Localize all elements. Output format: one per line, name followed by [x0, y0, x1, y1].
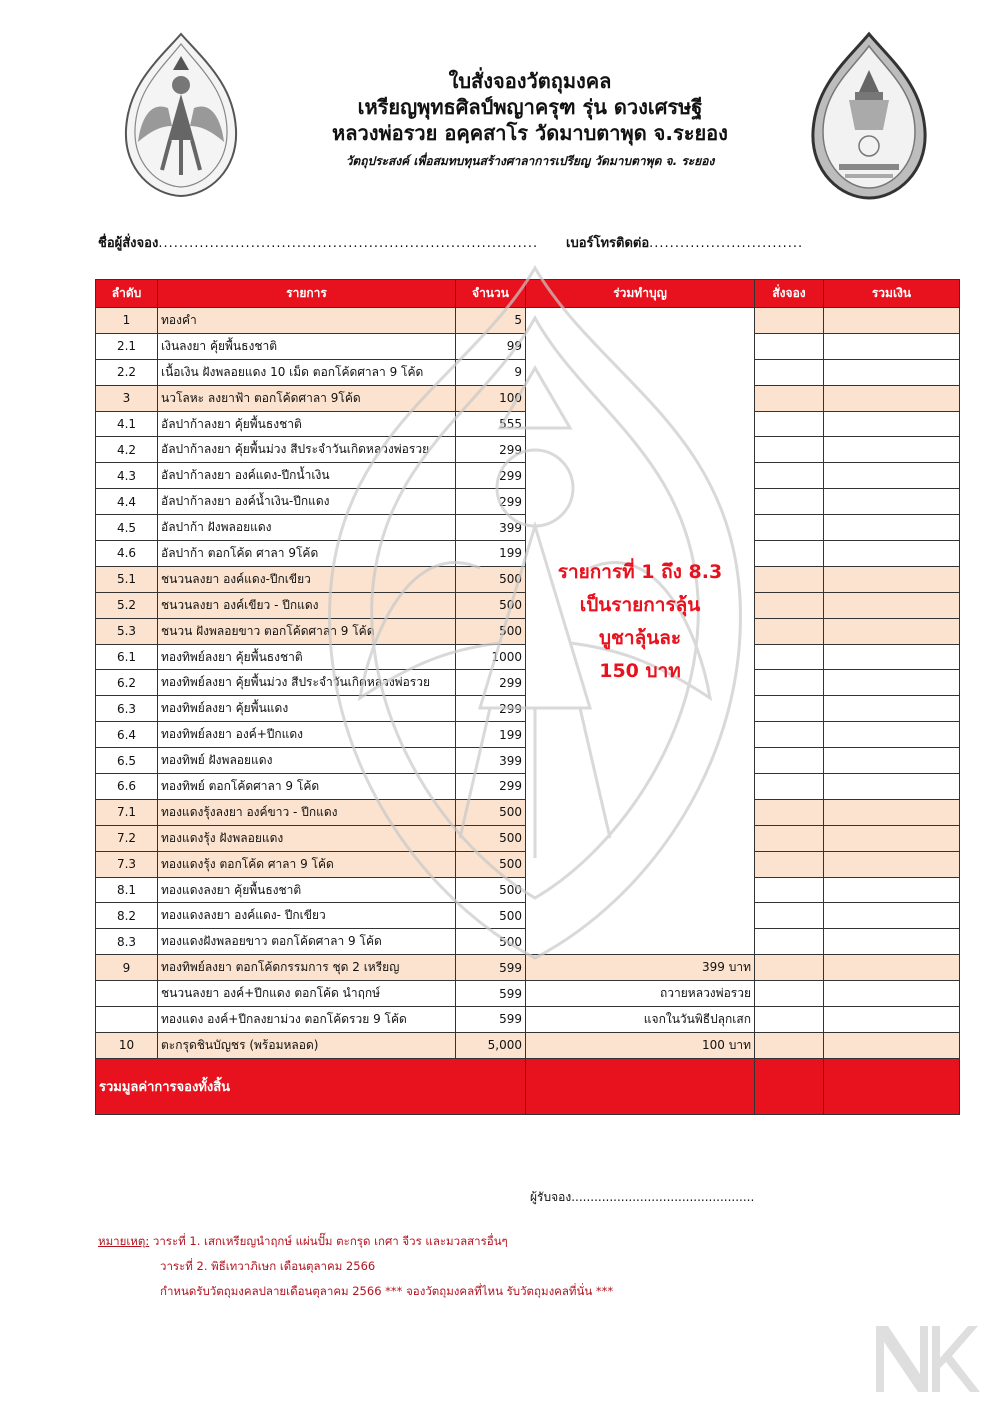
row-no: 5.2 — [96, 592, 158, 618]
row-item: ชนวนลงยา องค์แดง-ปีกเขียว — [158, 566, 456, 592]
row-item: ทองแดงลงยา คุ้ยพื้นธงชาติ — [158, 877, 456, 903]
receiver-dots: ................................................ — [571, 1190, 755, 1204]
row-total-input[interactable] — [824, 903, 960, 929]
promo-line-4: 150 บาท — [599, 660, 681, 682]
row-order-input[interactable] — [755, 333, 824, 359]
row-merit: 399 บาท — [526, 955, 755, 981]
row-order-input[interactable] — [755, 359, 824, 385]
row-order-input[interactable] — [755, 566, 824, 592]
row-no: 8.2 — [96, 903, 158, 929]
row-total-input[interactable] — [824, 877, 960, 903]
row-no: 4.3 — [96, 463, 158, 489]
row-no — [96, 981, 158, 1007]
row-total-input[interactable] — [824, 463, 960, 489]
row-no: 5.1 — [96, 566, 158, 592]
row-total-input[interactable] — [824, 722, 960, 748]
temple-title: หลวงพ่อรวย อคฺคสาโร วัดมาบตาพุด จ.ระยอง — [332, 121, 728, 145]
row-qty: 599 — [456, 1007, 526, 1033]
phone-label: เบอร์โทรติดต่อ — [566, 236, 650, 251]
promo-box — [526, 556, 754, 688]
row-order-input[interactable] — [755, 489, 824, 515]
row-total-input[interactable] — [824, 592, 960, 618]
row-order-input[interactable] — [755, 670, 824, 696]
garuda-emblem-icon — [118, 30, 244, 200]
row-item: อัลปาก้า ตอกโค้ด ศาลา 9โค้ด — [158, 541, 456, 567]
row-qty: 9 — [456, 359, 526, 385]
document-header — [270, 68, 790, 171]
total-merit-cell — [526, 1058, 755, 1114]
row-qty: 399 — [456, 748, 526, 774]
row-total-input[interactable] — [824, 541, 960, 567]
row-total-input[interactable] — [824, 929, 960, 955]
row-item: ทองแดงรุ้ง ฝังพลอยแดง — [158, 825, 456, 851]
row-no: 4.5 — [96, 515, 158, 541]
header-order: สั่งจอง — [755, 280, 824, 308]
row-qty: 500 — [456, 929, 526, 955]
row-total-input[interactable] — [824, 799, 960, 825]
row-qty: 99 — [456, 333, 526, 359]
row-item: อัลปาก้าลงยา องค์น้ำเงิน-ปีกแดง — [158, 489, 456, 515]
row-order-input[interactable] — [755, 644, 824, 670]
row-item: ทองทิพย์ลงยา คุ้ยพื้นม่วง สีประจำวันเกิดหลวงพ่อรวย — [158, 670, 456, 696]
row-qty: 500 — [456, 851, 526, 877]
row-no: 7.1 — [96, 799, 158, 825]
row-no: 5.3 — [96, 618, 158, 644]
purpose-subtitle: วัตถุประสงค์ เพื่อสมทบทุนสร้างศาลาการเปรียญ วัดมาบตาพุด จ. ระยอง — [345, 154, 715, 168]
form-title: ใบสั่งจองวัตถุมงคล — [448, 69, 612, 93]
row-total-input[interactable] — [824, 566, 960, 592]
row-total-input[interactable] — [824, 825, 960, 851]
row-item: ทองแดงฝังพลอยขาว ตอกโค้ดศาลา 9 โค้ด — [158, 929, 456, 955]
header-no: ลำดับ — [96, 280, 158, 308]
row-qty: 199 — [456, 722, 526, 748]
row-no: 7.2 — [96, 825, 158, 851]
row-qty: 299 — [456, 463, 526, 489]
row-order-input[interactable] — [755, 774, 824, 800]
total-row — [96, 1058, 960, 1114]
orderer-name-dots: .......................................................................... — [158, 236, 539, 251]
row-total-input[interactable] — [824, 515, 960, 541]
row-qty: 500 — [456, 566, 526, 592]
row-total-input[interactable] — [824, 981, 960, 1007]
row-qty: 500 — [456, 618, 526, 644]
row-item: เนื้อเงิน ฝังพลอยแดง 10 เม็ด ตอกโค้ดศาลา 9 โค้ด — [158, 359, 456, 385]
nk-logo-icon — [868, 1318, 988, 1400]
row-order-input[interactable] — [755, 411, 824, 437]
row-order-input[interactable] — [755, 877, 824, 903]
row-merit: 100 บาท — [526, 1032, 755, 1058]
orderer-name-label: ชื่อผู้สั่งจอง — [98, 236, 159, 251]
receiver-field[interactable] — [530, 1188, 754, 1207]
row-no: 6.4 — [96, 722, 158, 748]
row-no: 8.3 — [96, 929, 158, 955]
row-no: 4.1 — [96, 411, 158, 437]
row-order-input[interactable] — [755, 463, 824, 489]
row-qty: 500 — [456, 877, 526, 903]
row-no: 8.1 — [96, 877, 158, 903]
promo-line-2: เป็นรายการลุ้น — [579, 594, 701, 616]
row-total-input[interactable] — [824, 670, 960, 696]
row-total-input[interactable] — [824, 851, 960, 877]
row-item: ทองทิพย์ลงยา คุ้ยพื้นธงชาติ — [158, 644, 456, 670]
total-label: รวมมูลค่าการจองทั้งสิ้น — [96, 1058, 526, 1114]
phone-field[interactable] — [566, 232, 803, 253]
row-order-input[interactable] — [755, 825, 824, 851]
row-total-input[interactable] — [824, 696, 960, 722]
row-qty: 299 — [456, 774, 526, 800]
row-item: อัลปาก้าลงยา คุ้ยพื้นม่วง สีประจำวันเกิดหลวงพ่อรวย — [158, 437, 456, 463]
total-order-cell — [755, 1058, 824, 1114]
row-item: เงินลงยา คุ้ยพื้นธงชาติ — [158, 333, 456, 359]
row-no: 4.6 — [96, 541, 158, 567]
row-qty: 5 — [456, 308, 526, 334]
row-total-input[interactable] — [824, 308, 960, 334]
row-item: ชนวน ฝังพลอยขาว ตอกโค้ดศาลา 9 โค้ด — [158, 618, 456, 644]
row-qty: 500 — [456, 825, 526, 851]
header-merit: ร่วมทำบุญ — [526, 280, 755, 308]
row-total-input[interactable] — [824, 437, 960, 463]
row-qty: 555 — [456, 411, 526, 437]
row-qty: 500 — [456, 799, 526, 825]
row-qty: 399 — [456, 515, 526, 541]
row-no: 2.1 — [96, 333, 158, 359]
row-no: 6.1 — [96, 644, 158, 670]
row-order-input[interactable] — [755, 541, 824, 567]
row-qty: 500 — [456, 903, 526, 929]
row-item: อัลปาก้า ฝังพลอยแดง — [158, 515, 456, 541]
row-item: ทองแดงรุ้ง ตอกโค้ด ศาลา 9 โค้ด — [158, 851, 456, 877]
row-qty: 599 — [456, 955, 526, 981]
row-no: 10 — [96, 1032, 158, 1058]
row-total-input[interactable] — [824, 1032, 960, 1058]
row-order-input[interactable] — [755, 437, 824, 463]
row-order-input[interactable] — [755, 1007, 824, 1033]
promo-line-3: บูชาลุ้นละ — [598, 627, 682, 649]
notes-lead: หมายเหตุ: — [98, 1234, 150, 1248]
row-item: ทองคำ — [158, 308, 456, 334]
row-item: ทองแดง องค์+ปีกลงยาม่วง ตอกโค้ดรวย 9 โค้ด — [158, 1007, 456, 1033]
row-order-input[interactable] — [755, 851, 824, 877]
row-item: ทองทิพย์ลงยา คุ้ยพื้นแดง — [158, 696, 456, 722]
header-total: รวมเงิน — [824, 280, 960, 308]
row-order-input[interactable] — [755, 696, 824, 722]
row-item: อัลปาก้าลงยา องค์แดง-ปีกน้ำเงิน — [158, 463, 456, 489]
total-sum-cell[interactable] — [824, 1058, 960, 1114]
row-total-input[interactable] — [824, 385, 960, 411]
order-table — [95, 279, 960, 1115]
header-item: รายการ — [158, 280, 456, 308]
notes-section — [98, 1229, 613, 1304]
promo-line-1: รายการที่ 1 ถึง 8.3 — [557, 561, 723, 583]
phone-dots: .............................. — [649, 236, 804, 251]
row-qty: 599 — [456, 981, 526, 1007]
row-qty: 299 — [456, 437, 526, 463]
row-no: 3 — [96, 385, 158, 411]
row-qty: 199 — [456, 541, 526, 567]
row-no: 7.3 — [96, 851, 158, 877]
row-no: 6.2 — [96, 670, 158, 696]
table-row — [96, 981, 960, 1007]
row-qty: 299 — [456, 489, 526, 515]
row-item: ทองทิพย์ ฝังพลอยแดง — [158, 748, 456, 774]
row-total-input[interactable] — [824, 618, 960, 644]
row-total-input[interactable] — [824, 748, 960, 774]
row-order-input[interactable] — [755, 385, 824, 411]
row-no: 4.4 — [96, 489, 158, 515]
table-row — [96, 1007, 960, 1033]
row-total-input[interactable] — [824, 774, 960, 800]
medal-title: เหรียญพุทธศิลป์พญาครุฑ รุ่น ดวงเศรษฐี — [357, 95, 703, 119]
row-order-input[interactable] — [755, 1032, 824, 1058]
orderer-name-field[interactable] — [98, 232, 538, 253]
row-no: 4.2 — [96, 437, 158, 463]
row-order-input[interactable] — [755, 981, 824, 1007]
row-no: 1 — [96, 308, 158, 334]
row-no — [96, 1007, 158, 1033]
row-item: อัลปาก้าลงยา คุ้ยพื้นธงชาติ — [158, 411, 456, 437]
row-order-input[interactable] — [755, 515, 824, 541]
row-no: 6.3 — [96, 696, 158, 722]
medal-emblem-icon — [805, 30, 933, 202]
table-header-row — [96, 280, 960, 308]
row-qty: 1000 — [456, 644, 526, 670]
row-merit: ถวายหลวงพ่อรวย — [526, 981, 755, 1007]
row-order-input[interactable] — [755, 799, 824, 825]
row-order-input[interactable] — [755, 748, 824, 774]
row-item: ชนวนลงยา องค์เขียว - ปีกแดง — [158, 592, 456, 618]
row-item: ทองแดงลงยา องค์แดง- ปีกเขียว — [158, 903, 456, 929]
note-item-1: วาระที่ 1. เสกเหรียญนำฤกษ์ แผ่นปั๊ม ตะกรุด เกศา จีวร และมวลสารอื่นๆ — [152, 1234, 508, 1248]
row-merit: แจกในวันพิธีปลุกเสก — [526, 1007, 755, 1033]
row-order-input[interactable] — [755, 618, 824, 644]
row-order-input[interactable] — [755, 308, 824, 334]
header-qty: จำนวน — [456, 280, 526, 308]
row-qty: 5,000 — [456, 1032, 526, 1058]
row-qty: 299 — [456, 670, 526, 696]
row-order-input[interactable] — [755, 903, 824, 929]
row-item: ตะกรุดชินบัญชร (พร้อมหลอด) — [158, 1032, 456, 1058]
row-no: 6.5 — [96, 748, 158, 774]
row-item: ทองทิพย์ลงยา ตอกโค้ดกรรมการ ชุด 2 เหรียญ — [158, 955, 456, 981]
receiver-label: ผู้รับจอง — [530, 1190, 572, 1204]
row-item: ทองทิพย์ ตอกโค้ดศาลา 9 โค้ด — [158, 774, 456, 800]
row-total-input[interactable] — [824, 333, 960, 359]
note-item-3: กำหนดรับวัตถุมงคลปลายเดือนตุลาคม 2566 *** จองวัตถุมงคลที่ไหน รับวัตถุมงคลที่นั่น *** — [160, 1284, 614, 1298]
row-order-input[interactable] — [755, 955, 824, 981]
note-item-2: วาระที่ 2. พิธีเทวาภิเษก เดือนตุลาคม 2566 — [160, 1259, 376, 1273]
row-no: 6.6 — [96, 774, 158, 800]
row-item: ทองทิพย์ลงยา องค์+ปีกแดง — [158, 722, 456, 748]
row-no: 2.2 — [96, 359, 158, 385]
row-item: ทองแดงรุ้งลงยา องค์ขาว - ปีกแดง — [158, 799, 456, 825]
row-no: 9 — [96, 955, 158, 981]
row-item: ชนวนลงยา องค์+ปีกแดง ตอกโค้ด นำฤกษ์ — [158, 981, 456, 1007]
row-order-input[interactable] — [755, 929, 824, 955]
row-total-input[interactable] — [824, 644, 960, 670]
row-qty: 100 — [456, 385, 526, 411]
table-row — [96, 308, 960, 334]
row-total-input[interactable] — [824, 489, 960, 515]
row-total-input[interactable] — [824, 359, 960, 385]
row-order-input[interactable] — [755, 722, 824, 748]
row-item: นวโลหะ ลงยาฟ้า ตอกโค้ดศาลา 9โค้ด — [158, 385, 456, 411]
row-order-input[interactable] — [755, 592, 824, 618]
row-qty: 500 — [456, 592, 526, 618]
row-qty: 299 — [456, 696, 526, 722]
row-total-input[interactable] — [824, 1007, 960, 1033]
row-total-input[interactable] — [824, 411, 960, 437]
table-row — [96, 955, 960, 981]
row-total-input[interactable] — [824, 955, 960, 981]
table-row — [96, 1032, 960, 1058]
